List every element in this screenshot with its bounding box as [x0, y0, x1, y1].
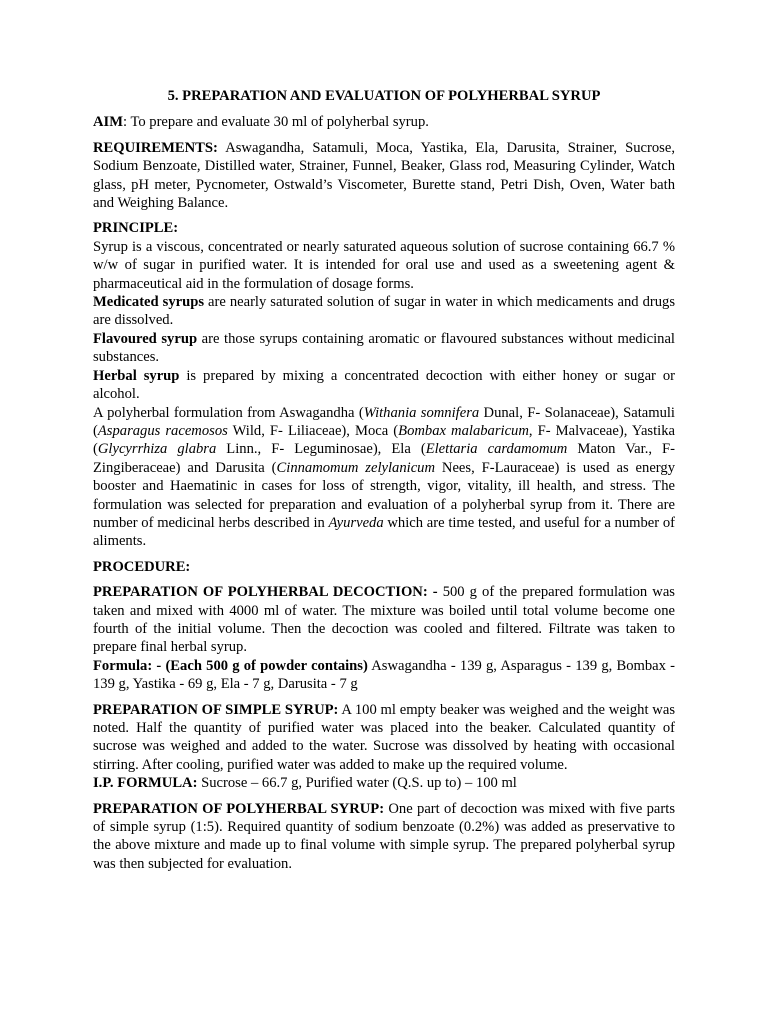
decoction-label: PREPARATION OF POLYHERBAL DECOCTION: - — [93, 584, 438, 601]
flavoured-label: Flavoured syrup — [93, 330, 198, 347]
flavoured-syrup-paragraph: Flavoured syrup are those syrups containing aromatic or flavoured substances without medicinal substances. — [93, 330, 675, 366]
polyherbal-syrup-label: PREPARATION OF POLYHERBAL SYRUP: — [93, 800, 385, 817]
procedure-heading: PROCEDURE: — [93, 558, 191, 575]
herbal-label: Herbal syrup — [93, 367, 180, 384]
decoction-paragraph: PREPARATION OF POLYHERBAL DECOCTION: - 500 g of the prepared formulation was taken and mixed with 4000 ml of water. The mixture was boiled until total volume become one fourth of the initial volume. Then the decoction was cooled and filtered. Filtrate was taken to prepare final herbal syrup. — [93, 584, 675, 656]
simple-syrup-paragraph: PREPARATION OF SIMPLE SYRUP: A 100 ml empty beaker was weighed and the weight was noted. Half the quantity of purified water was placed into the beaker. Calculated quantity of sucrose was weighed and added to the water. Sucrose was dissolved by heating with occasional stirring. After cooling, purified water was added to make up the required volume. — [93, 701, 675, 773]
ip-formula-paragraph: I.P. FORMULA: Sucrose – 66.7 g, Purified water (Q.S. up to) – 100 ml — [93, 775, 517, 792]
ip-formula-label: I.P. FORMULA: — [93, 775, 198, 792]
requirements-label: REQUIREMENTS: — [93, 139, 218, 156]
aim-label: AIM — [93, 114, 123, 131]
syrup-definition: Syrup is a viscous, concentrated or nearly saturated aqueous solution of sucrose containing 66.7 % w/w of sugar in purified water. It is intended for oral use and used as a sweetening agent & pharmaceutical aid in the formulation of dosage forms. — [93, 238, 675, 292]
polyherbal-syrup-paragraph: PREPARATION OF POLYHERBAL SYRUP: One part of decoction was mixed with five parts of simple syrup (1:5). Required quantity of sodium benzoate (0.2%) was added as preservative to the above mixture and made up to final volume with simple syrup. The prepared polyherbal syrup was then subjected for evaluation. — [93, 800, 676, 872]
document-body — [93, 87, 675, 873]
requirements-text: Aswagandha, Satamuli, Moca, Yastika, Ela, Darusita, Strainer, Sucrose, Sodium Benzoate, Distilled water, Strainer, Funnel, Beaker, Glass rod, Measuring Cylinder, Watch glass, pH meter, Pycnometer, Ostwald’s Viscometer, Burette stand, Petri Dish, Oven, Water bath and Weighing Balance. — [93, 139, 675, 212]
aim-text: : To prepare and evaluate 30 ml of polyherbal syrup. — [123, 114, 429, 131]
polyherbal-formulation-paragraph: A polyherbal formulation from Aswagandha (Withania somnifera Dunal, F- Solanaceae), Satamuli (Asparagus racemosos Wild, F- Liliaceae), Moca (Bombax malabaricum, F- Malvaceae), Yastika (Glycyrrhiza glabra Linn., F- Leguminosae), Ela (Elettaria cardamomum Maton Var., F- Zingiberaceae) and Darusita (Cinnamomum zelylanicum Nees, F-Lauraceae) is used as energy booster and Haematinic in cases for loss of strength, vigor, vitality, ill health, and stress. The formulation was selected for preparation and evaluation of a polyherbal syrup from it. There are number of medicinal herbs described in Ayurveda which are time tested, and useful for a number of aliments. — [93, 404, 676, 550]
simple-syrup-label: PREPARATION OF SIMPLE SYRUP: — [93, 701, 339, 718]
principle-heading: PRINCIPLE: — [93, 220, 179, 237]
formula-paragraph: Formula: - (Each 500 g of powder contains) Aswagandha - 139 g, Asparagus - 139 g, Bombax - 139 g, Yastika - 69 g, Ela - 7 g, Darusita - 7 g — [93, 657, 675, 693]
herbal-syrup-paragraph: Herbal syrup is prepared by mixing a concentrated decoction with either honey or sugar or alcohol. — [93, 367, 676, 403]
formula-label: Formula: - (Each 500 g of powder contains) — [93, 657, 368, 674]
aim-paragraph — [93, 113, 675, 131]
page-title: 5. PREPARATION AND EVALUATION OF POLYHERBAL SYRUP — [167, 88, 601, 104]
medicated-label: Medicated syrups — [93, 294, 205, 311]
medicated-syrups-paragraph: Medicated syrups are nearly saturated solution of sugar in water in which medicaments and drugs are dissolved. — [93, 294, 675, 329]
requirements-paragraph — [93, 139, 675, 213]
